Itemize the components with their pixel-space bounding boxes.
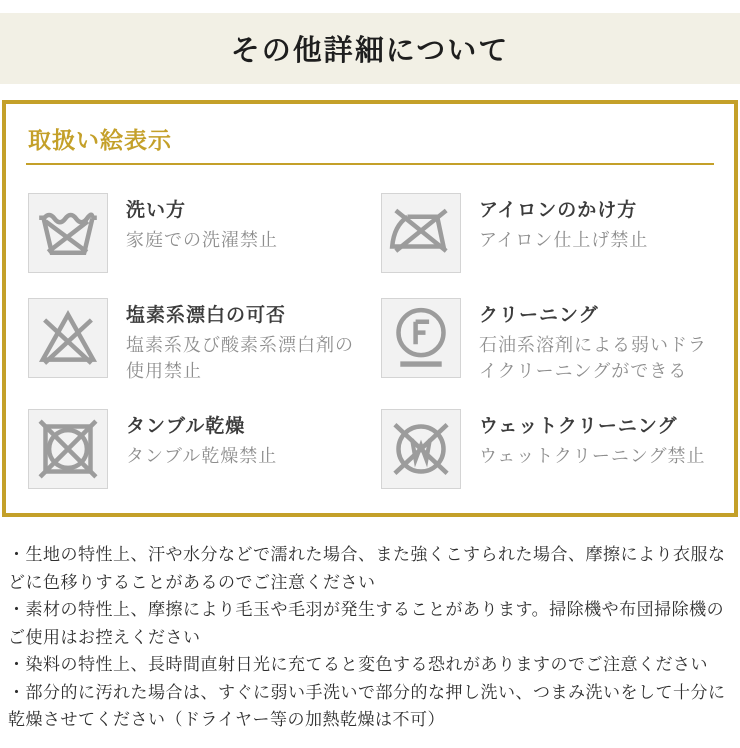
care-item-desc: タンブル乾燥禁止 xyxy=(126,446,278,467)
care-item-title: ウェットクリーニング xyxy=(479,416,678,438)
care-item-desc: 石油系溶剤による弱いドライクリーニングができる xyxy=(479,335,707,382)
care-item-tumble-dry xyxy=(28,409,359,489)
care-item-ironing xyxy=(381,193,712,273)
no-wash-icon xyxy=(28,193,108,273)
no-wet-cleaning-icon xyxy=(381,409,461,489)
care-item-title: タンブル乾燥 xyxy=(126,416,246,438)
page-title-band xyxy=(0,13,740,84)
care-item-text xyxy=(126,409,277,469)
dry-clean-petroleum-icon xyxy=(381,298,461,378)
care-symbols-grid xyxy=(24,193,716,489)
care-item-title: 洗い方 xyxy=(126,200,187,221)
care-item-desc: 家庭での洗濯禁止 xyxy=(126,230,278,250)
page-title: その他詳細について xyxy=(230,35,510,67)
care-item-title: 塩素系漂白の可否 xyxy=(126,305,287,326)
care-item-desc: 塩素系及び酸素系漂白剤の使用禁止 xyxy=(126,335,354,382)
care-item-text xyxy=(479,298,712,384)
care-item-dry-cleaning xyxy=(381,298,712,384)
care-item-desc: アイロン仕上げ禁止 xyxy=(479,230,649,250)
no-iron-icon xyxy=(381,193,461,273)
care-box-heading: 取扱い絵表示 xyxy=(28,127,172,153)
care-item-desc: ウェットクリーニング禁止 xyxy=(479,446,706,467)
caution-notes xyxy=(0,541,740,748)
caution-note: ・染料の特性上、長時間直射日光に充てると変色する恐れがありますのでご注意ください xyxy=(8,655,708,675)
care-item-title: クリーニング xyxy=(479,305,599,326)
no-tumble-dry-icon xyxy=(28,409,108,489)
care-item-bleach xyxy=(28,298,359,384)
heading-divider xyxy=(26,163,714,165)
care-item-text xyxy=(479,193,648,253)
care-item-text xyxy=(126,298,359,384)
caution-note: ・生地の特性上、汗や水分などで濡れた場合、また強くこすられた場合、摩擦により衣服などに色移りすることがあるのでご注意ください xyxy=(8,545,726,592)
care-item-text xyxy=(126,193,278,253)
care-item-title: アイロンのかけ方 xyxy=(479,200,638,221)
care-item-text xyxy=(479,409,706,469)
caution-note: ・部分的に汚れた場合は、すぐに弱い手洗いで部分的な押し洗い、つまみ洗いをして十分に乾燥させてください（ドライヤー等の加熱乾燥は不可） xyxy=(8,682,726,730)
care-symbols-box xyxy=(2,100,738,517)
care-item-wet-cleaning xyxy=(381,409,712,489)
care-item-washing xyxy=(28,193,359,273)
caution-note: ・素材の特性上、摩擦により毛玉や毛羽が発生することがあります。掃除機や布団掃除機のご使用はお控えください xyxy=(8,600,725,647)
no-bleach-icon xyxy=(28,298,108,378)
